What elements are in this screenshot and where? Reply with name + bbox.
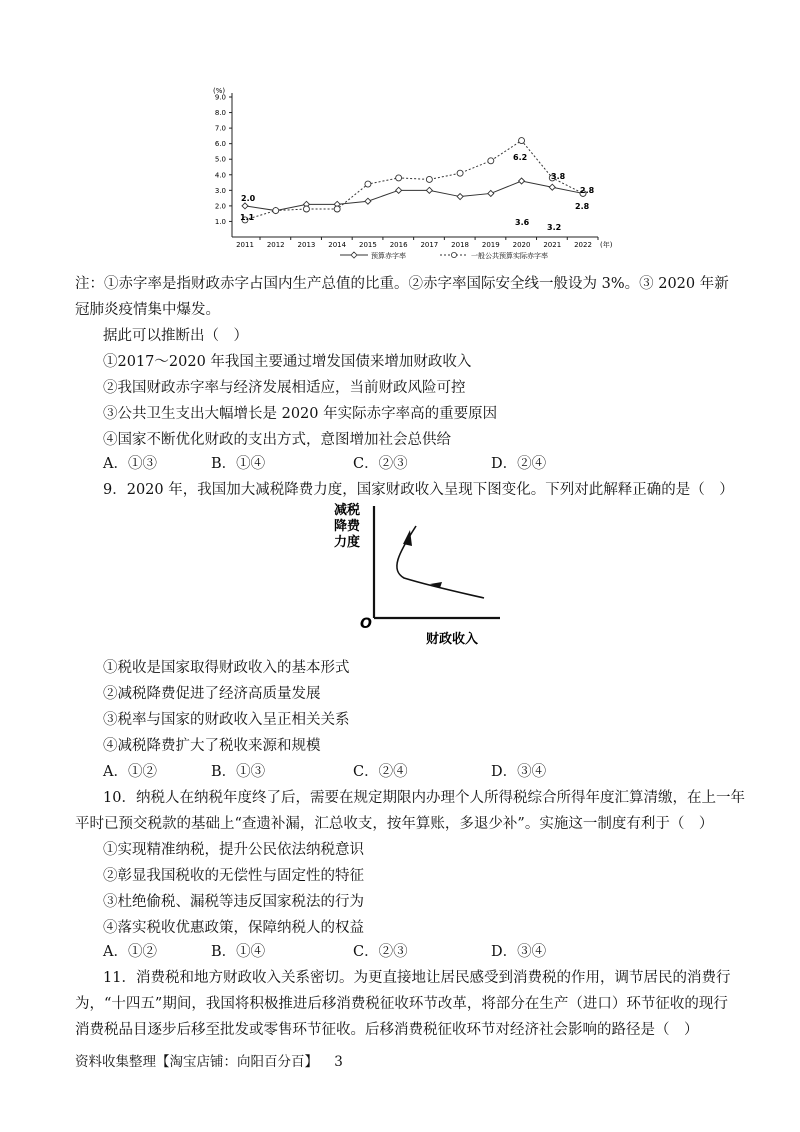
chart-x-tick-label: 2020	[512, 241, 531, 249]
chart-x-tick-label: 2019	[481, 241, 500, 249]
q9-statement-4: ④减税降费扩大了税收来源和规模	[103, 738, 321, 754]
chart-point-series-1	[457, 194, 463, 200]
chart-point-series-2	[334, 206, 340, 212]
q9-statement-1: ①税收是国家取得财政收入的基本形式	[103, 660, 350, 676]
chart-point-series-1	[488, 190, 494, 196]
footer-source-text: 资料收集整理【淘宝店铺：向阳百分百】	[75, 1054, 318, 1070]
q10-stem-line-1: 10．纳税人在纳税年度终了后，需要在规定期限内办理个人所得税综合所得年度汇算清缴，在上一年	[103, 790, 745, 806]
q9-option-d[interactable]: D．③④	[491, 764, 547, 780]
chart-y-tick-label: 8.0	[214, 109, 226, 118]
q8-statement-3: ③公共卫生支出大幅增长是 2020 年实际赤字率高的重要原因	[103, 406, 498, 422]
chart-point-series-1	[519, 178, 525, 184]
chart-y-tick-label: 1.0	[214, 217, 226, 226]
chart-point-series-2	[396, 175, 402, 181]
q10-stem-line-2: 平时已预交税款的基础上“查遗补漏，汇总收支，按年算账，多退少补”。实施这一制度有利于（ ）	[75, 816, 714, 832]
q10-statement-4: ④落实税收优惠政策，保障纳税人的权益	[103, 920, 364, 936]
chart-x-tick-label: 2014	[328, 241, 347, 249]
q11-stem-line-1: 11．消费税和地方财政收入关系密切。为更直接地让居民感受到消费税的作用，调节居民的消费行	[103, 970, 731, 986]
q9-option-b[interactable]: B．①③	[211, 764, 266, 780]
chart-x-tick-label: 2015	[358, 241, 377, 249]
deficit-rate-line-chart	[0, 0, 800, 260]
q9-stem: 9．2020 年，我国加大减税降费力度，国家财政收入呈现下图变化。下列对此解释正确的是（ ）	[103, 482, 734, 498]
chart-point-series-1	[396, 187, 402, 193]
chart-point-series-1	[549, 184, 555, 190]
q10-statement-1: ①实现精准纳税，提升公民依法纳税意识	[103, 842, 364, 858]
chart-y-tick-label: 5.0	[214, 155, 226, 164]
chart-x-tick-label: 2013	[297, 241, 316, 249]
q8-option-b[interactable]: B．①④	[211, 456, 266, 472]
chart-x-tick-label: 2011	[236, 241, 254, 249]
chart-data-label: 2.0	[241, 194, 256, 203]
chart-y-tick-label: 2.0	[214, 202, 226, 211]
chart-x-tick-label: 2017	[420, 241, 439, 249]
graph-origin-label: O	[360, 616, 372, 632]
chart-x-tick-label: 2018	[451, 241, 470, 249]
q11-stem-line-3: 消费税品目逐步后移至批发或零售环节征收。后移消费税征收环节对经济社会影响的路径是（ ）	[75, 1022, 699, 1038]
graph-y-label-line-3: 力度	[334, 535, 361, 550]
chart-point-series-2	[426, 176, 432, 182]
chart-point-series-2	[303, 206, 309, 212]
chart-point-series-1	[426, 187, 432, 193]
q10-option-a[interactable]: A．①②	[103, 944, 157, 960]
chart-data-label: 6.2	[513, 153, 528, 162]
chart-y-tick-label: 4.0	[214, 171, 226, 180]
chart-y-unit-label: (%)	[213, 87, 226, 95]
page-footer	[75, 1050, 343, 1070]
graph-x-label: 财政收入	[426, 632, 479, 647]
chart-data-label: 2.8	[580, 186, 595, 195]
q10-option-c[interactable]: C．②③	[353, 944, 408, 960]
chart-x-tick-label: 2016	[389, 241, 408, 249]
chart-x-tick-label: 2012	[266, 241, 285, 249]
q8-statement-4: ④国家不断优化财政的支出方式，意图增加社会总供给	[103, 432, 451, 448]
chart-data-label: 3.8	[551, 172, 566, 181]
q8-option-c[interactable]: C．②③	[353, 456, 408, 472]
q10-option-d[interactable]: D．③④	[491, 944, 547, 960]
q10-statement-2: ②彰显我国税收的无偿性与固定性的特征	[103, 868, 364, 884]
chart-x-tick-label: 2022	[574, 241, 592, 249]
q8-stem: 据此可以推断出（ ）	[103, 328, 248, 344]
legend-label-series-1: 预算赤字率	[371, 252, 406, 260]
q10-statement-3: ③杜绝偷税、漏税等违反国家税法的行为	[103, 894, 364, 910]
q9-option-a[interactable]: A．①②	[103, 764, 157, 780]
chart-y-tick-label: 9.0	[214, 93, 226, 102]
chart-y-tick-label: 7.0	[214, 124, 226, 133]
q9-option-c[interactable]: C．②④	[353, 764, 408, 780]
chart-point-series-2	[488, 158, 494, 164]
chart-data-label: 3.2	[547, 223, 562, 232]
chart-series-line-2	[245, 141, 583, 220]
graph-y-label-line-2: 降费	[334, 519, 361, 534]
graph-arrow-up	[403, 530, 412, 546]
chart-note-line-1: 注：①赤字率是指财政赤字占国内生产总值的比重。②赤字率国际安全线一般设为 3%。③ 2020 年新	[75, 276, 729, 292]
chart-data-label: 3.6	[515, 218, 530, 227]
q11-stem-line-2: 为，“十四五”期间，我国将积极推进后移消费税征收环节改革，将部分在生产（进口）环节征收的现行	[75, 996, 728, 1012]
chart-y-tick-label: 6.0	[214, 140, 226, 149]
chart-point-series-2	[365, 181, 371, 187]
chart-point-series-2	[273, 208, 279, 214]
chart-point-series-1	[365, 198, 371, 204]
legend-marker-series-2	[451, 252, 456, 257]
chart-x-tick-label: 2021	[543, 241, 562, 249]
tax-cut-revenue-graph	[330, 498, 530, 648]
q8-option-d[interactable]: D．②④	[491, 456, 547, 472]
q8-statement-2: ②我国财政赤字率与经济发展相适应，当前财政风险可控	[103, 380, 466, 396]
chart-point-series-2	[519, 138, 525, 144]
q8-option-a[interactable]: A．①③	[103, 456, 157, 472]
q8-statement-1: ①2017～2020 年我国主要通过增发国债来增加财政收入	[103, 354, 472, 370]
q10-option-b[interactable]: B．①④	[211, 944, 266, 960]
legend-label-series-2: 一般公共预算实际赤字率	[471, 252, 548, 260]
chart-point-series-2	[457, 170, 463, 176]
graph-y-label-line-1: 减税	[334, 503, 361, 518]
q9-statement-3: ③税率与国家的财政收入呈正相关关系	[103, 712, 350, 728]
chart-point-series-1	[242, 203, 248, 209]
chart-note-line-2: 冠肺炎疫情集中爆发。	[75, 302, 220, 318]
q9-statement-2: ②减税降费促进了经济高质量发展	[103, 686, 321, 702]
chart-data-label: 2.8	[575, 202, 590, 211]
chart-series-line-1	[245, 181, 583, 211]
chart-data-label: 1.1	[240, 213, 255, 222]
page-number: 3	[334, 1054, 343, 1070]
legend-marker-series-1	[351, 252, 357, 258]
chart-x-unit-label: (年)	[600, 241, 613, 249]
chart-y-tick-label: 3.0	[214, 186, 226, 195]
